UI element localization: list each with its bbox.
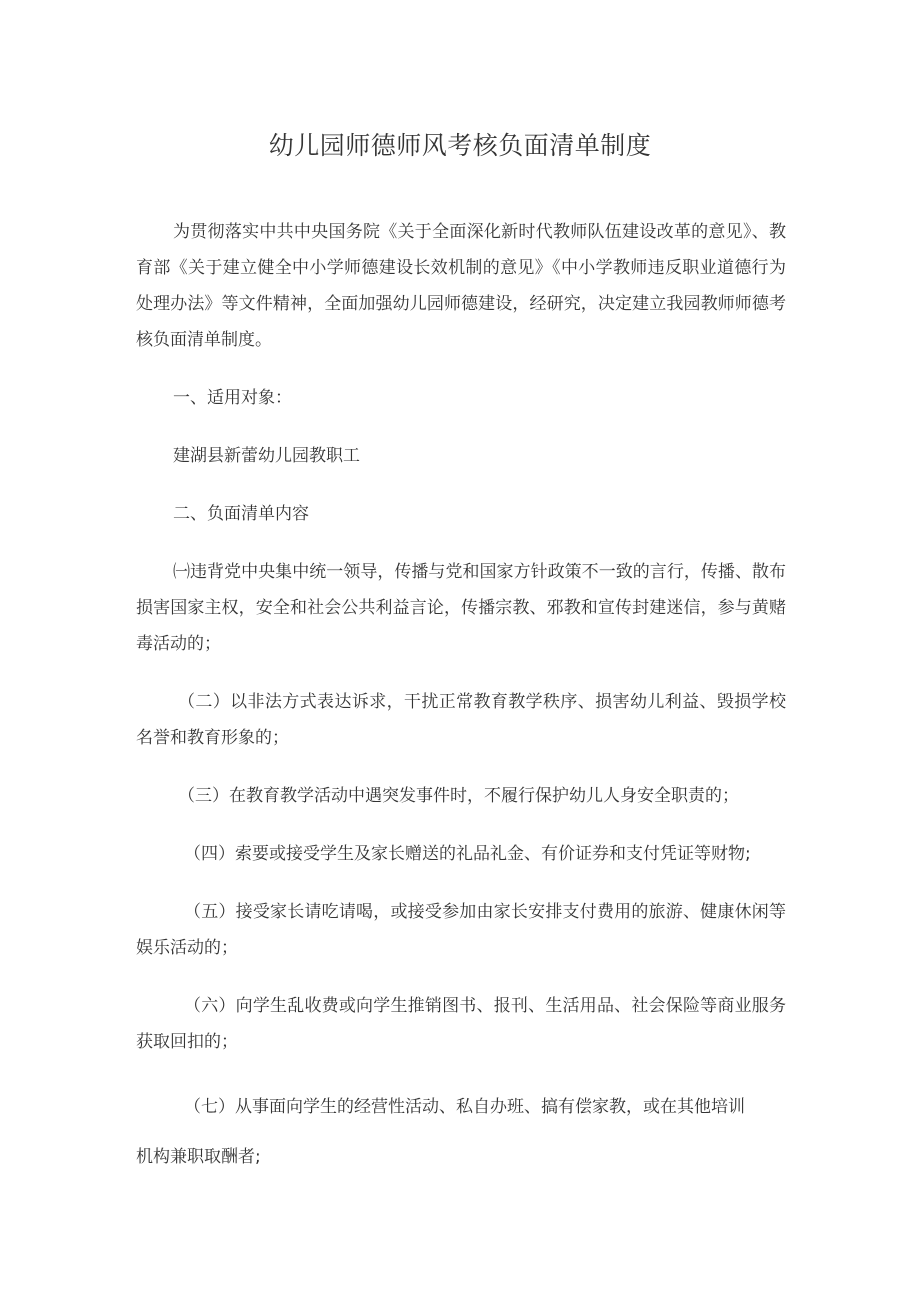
list-item-1: ㈠违背党中央集中统一领导，传播与党和国家方针政策不一致的言行，传播、散布损害国家主权，安全和社会公共利益言论，传播宗教、邪教和宣传封建迷信，参与黄赌毒活动的； <box>136 562 786 654</box>
paragraph-intro: 为贯彻落实中共中央国务院《关于全面深化新时代教师队伍建设改革的意见》、教育部《关于建立健全中小学师德建设长效机制的意见》《中小学教师违反职业道德行为处理办法》等文件精神，全面加强幼儿园师德建设，经研究，决定建立我园教师师德考核负面清单制度。 <box>136 222 786 350</box>
list-item-6: （六）向学生乱收费或向学生推销图书、报刊、生活用品、社会保险等商业服务获取回扣的； <box>136 996 786 1052</box>
list-item-7-line1: （七）从事面向学生的经营性活动、私自办班、搞有偿家教，或在其他培训 <box>184 1097 745 1117</box>
heading-scope: 一、适用对象： <box>173 388 292 408</box>
document-body <box>136 214 786 1182</box>
list-item-7 <box>136 1082 786 1182</box>
heading-negative-list: 二、负面清单内容 <box>173 504 309 524</box>
list-item-2: （二）以非法方式表达诉求，干扰正常教育教学秩序、损害幼儿利益、毁损学校名誉和教育形象的； <box>136 692 786 748</box>
document-title: 幼儿园师德师风考核负面清单制度 <box>268 131 652 160</box>
list-item-4: （四）索要或接受学生及家长赠送的礼品礼金、有价证券和支付凭证等财物; <box>184 844 751 864</box>
list-item-3: （三）在教育教学活动中遇突发事件时，不履行保护幼儿人身安全职责的； <box>178 786 739 806</box>
list-item-7-line2: 机构兼职取酬者; <box>136 1147 261 1167</box>
paragraph-scope: 建湖县新蕾幼儿园教职工 <box>173 446 360 466</box>
list-item-5: （五）接受家长请吃请喝，或接受参加由家长安排支付费用的旅游、健康休闲等娱乐活动的； <box>136 902 786 958</box>
